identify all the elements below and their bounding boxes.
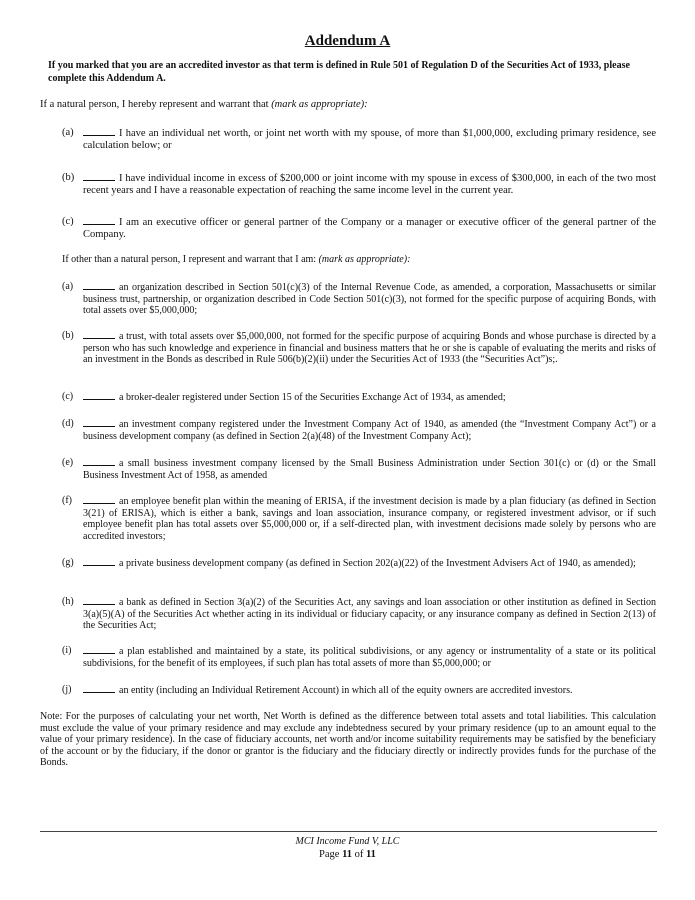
other-item-d [62, 418, 656, 442]
item-text: a trust, with total assets over $5,000,000, not formed for the specific purpose of acquiring Bonds and whose purchase is directed by a person who has such knowledge and experience in financial and business matters that he or she is capable of evaluating the merits and risks of an investment in the Bonds as described in Rule 506(b)(2)(ii) under the Securities Act of 1933 (the “Securities Act”)s;. [83, 331, 656, 366]
other-item-i [62, 645, 656, 669]
item-label: (h) [62, 596, 74, 607]
page-of: of [354, 849, 364, 860]
item-label: (b) [62, 172, 75, 183]
item-text: I have individual income in excess of $200,000 or joint income with my spouse in excess of $300,000, in each of the two most recent years and I have a reasonable expectation of reaching the same income level in the current year. [83, 173, 656, 197]
page-word: Page [319, 849, 340, 860]
other-item-a [62, 281, 656, 317]
item-label: (b) [62, 330, 74, 341]
mark-blank[interactable] [83, 216, 115, 225]
item-text: I have an individual net worth, or joint net worth with my spouse, of more than $1,000,000, excluding primary residence, see calculation below; or [83, 128, 656, 152]
natural-person-lead [40, 99, 660, 111]
item-label: (i) [62, 645, 72, 656]
mark-blank[interactable] [83, 645, 115, 654]
mark-blank[interactable] [83, 281, 115, 290]
natural-person-lead-text: If a natural person, I hereby represent and warrant that [40, 99, 269, 110]
other-person-lead-text: If other than a natural person, I represent and warrant that I am: [62, 254, 317, 265]
item-label: (c) [62, 391, 74, 402]
item-text: an organization described in Section 501(c)(3) of the Internal Revenue Code, as amended, a corporation, Massachusetts or similar business trust, partnership, or organization described in Code Section 501(c)(3), not formed for the specific purpose of acquiring Bonds, with total assets over $5,000,000; [83, 282, 656, 317]
item-label: (a) [62, 281, 74, 292]
item-text: an investment company registered under the Investment Company Act of 1940, as amended (the “Investment Company Act”) or a business development company (as defined in Section 2(a)(48) of the Investment Company Act); [83, 419, 656, 442]
mark-blank[interactable] [83, 418, 115, 427]
other-item-c [62, 391, 656, 404]
mark-blank[interactable] [83, 330, 115, 339]
mark-blank[interactable] [83, 557, 115, 566]
item-label: (f) [62, 495, 72, 506]
item-text: a bank as defined in Section 3(a)(2) of the Securities Act, any savings and loan association or other institution as defined in Section 3(a)(5)(A) of the Securities Act whether acting in its individual or fiduciary capacity, or any insurance company as defined in Section 2(13) of the Securities Act; [83, 597, 656, 632]
mark-blank[interactable] [83, 684, 115, 693]
natural-item-c [62, 216, 656, 241]
mark-blank[interactable] [83, 596, 115, 605]
item-label: (j) [62, 684, 72, 695]
item-text: a plan established and maintained by a state, its political subdivisions, or any agency or instrumentality of a state or its political subdivisions, for the benefit of its employees, if such plan has total assets of more than $5,000,000; or [83, 646, 656, 669]
footer-divider [40, 831, 657, 832]
item-text: a broker-dealer registered under Section 15 of the Securities Exchange Act of 1934, as amended; [119, 392, 506, 403]
other-item-h [62, 596, 656, 632]
page-total: 11 [366, 849, 376, 860]
mark-blank[interactable] [83, 457, 115, 466]
mark-blank[interactable] [83, 391, 115, 400]
item-text: a small business investment company licensed by the Small Business Administration under Section 301(c) or (d) or the Small Business Investment Act of 1958, as amended [83, 458, 656, 481]
other-item-j [62, 684, 656, 697]
other-item-g [62, 557, 656, 570]
item-text: I am an executive officer or general partner of the Company or a manager or executive officer of the general partner of the Company. [83, 217, 656, 241]
item-label: (d) [62, 418, 74, 429]
item-label: (c) [62, 216, 74, 227]
item-label: (g) [62, 557, 74, 568]
other-item-e [62, 457, 656, 481]
page-title: Addendum A [304, 33, 391, 49]
natural-person-lead-note: (mark as appropriate): [271, 99, 368, 110]
item-label: (e) [62, 457, 74, 468]
other-item-b [62, 330, 656, 366]
item-text: an employee benefit plan within the meaning of ERISA, if the investment decision is made by a plan fiduciary (as defined in Section 3(21) of ERISA), which is either a bank, savings and loan association, insurance company, or registered investment advisor, or if such employee benefit plan has total assets over $5,000,000 or, if a self-directed plan, with investment decisions made solely by persons who are accredited investors; [83, 496, 656, 542]
note-paragraph: Note: For the purposes of calculating your net worth, Net Worth is defined as the difference between total assets and total liabilities. This calculation must exclude the value of your primary residence and may exclude any indebtedness secured by your primary residence (up to an amount equal to the value of your primary residence). In the case of fiduciary accounts, net worth and/or income suitability requirements may be satisfied by the beneficiary of the account or by the fiduciary, if the donor or grantor is the fiduciary and the fiduciary directly or indirectly provides funds for the purchase of the Bonds. [40, 711, 656, 769]
page-current: 11 [342, 849, 353, 860]
footer-fund-name: MCI Income Fund V, LLC [295, 836, 400, 847]
other-person-lead [62, 254, 656, 266]
intro-text: If you marked that you are an accredited investor as that term is defined in Rule 501 of Regulation D of the Securities Act of 1933, please complete this Addendum A. [48, 60, 630, 84]
natural-item-a [62, 127, 656, 152]
natural-item-b [62, 172, 656, 197]
item-label: (a) [62, 127, 74, 138]
other-item-f [62, 495, 656, 542]
item-text: a private business development company (as defined in Section 202(a)(22) of the Investment Advisers Act of 1940, as amended); [119, 558, 636, 569]
page-number [0, 849, 695, 861]
mark-blank[interactable] [83, 495, 115, 504]
other-person-lead-note: (mark as appropriate): [318, 254, 411, 265]
mark-blank[interactable] [83, 172, 115, 181]
item-text: an entity (including an Individual Retirement Account) in which all of the equity owners are accredited investors. [119, 685, 573, 696]
mark-blank[interactable] [83, 127, 115, 136]
